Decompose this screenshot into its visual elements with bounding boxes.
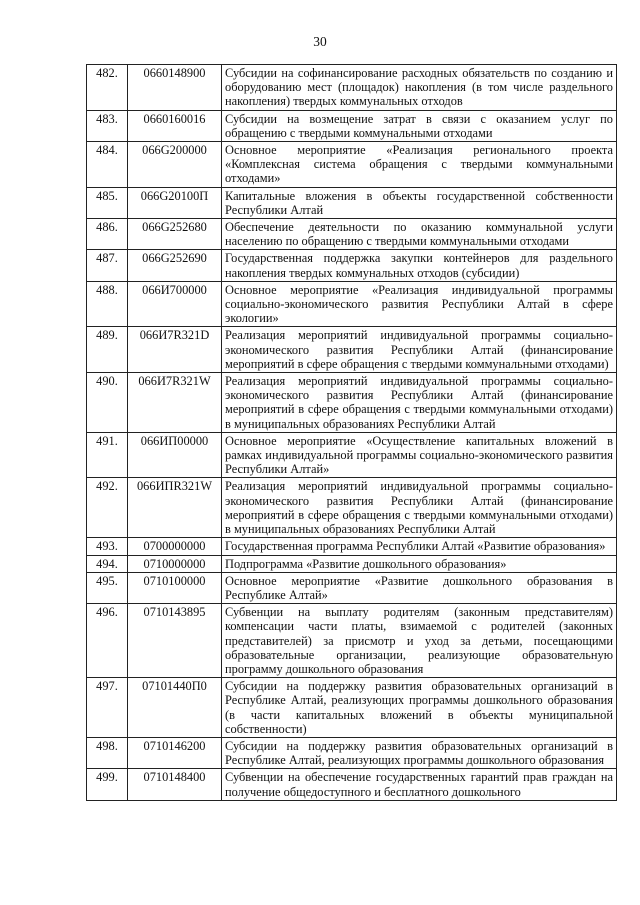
row-code: 0710148400	[128, 769, 222, 800]
table-row	[87, 281, 617, 327]
row-code: 0710143895	[128, 604, 222, 678]
table-row	[87, 250, 617, 281]
row-name: Субсидии на поддержку развития образовательных организаций в Республике Алтай, реализующих программы дошкольного образования	[222, 737, 617, 768]
row-code: 066И700000	[128, 281, 222, 327]
row-number: 484.	[87, 142, 128, 188]
row-number: 490.	[87, 373, 128, 433]
page-number: 30	[313, 34, 327, 49]
row-number: 488.	[87, 281, 128, 327]
row-number: 497.	[87, 678, 128, 738]
row-code: 066И7R321D	[128, 327, 222, 373]
table-row	[87, 187, 617, 218]
row-code: 0660148900	[128, 65, 222, 111]
row-number: 499.	[87, 769, 128, 800]
table-row	[87, 737, 617, 768]
row-code: 066G20100П	[128, 187, 222, 218]
table-row	[87, 538, 617, 555]
table-row	[87, 65, 617, 111]
row-name: Субвенции на обеспечение государственных гарантий прав граждан на получение общедоступного и бесплатного дошкольного	[222, 769, 617, 800]
row-number: 486.	[87, 219, 128, 250]
row-code: 0710146200	[128, 737, 222, 768]
classification-table	[86, 64, 617, 801]
table-row	[87, 478, 617, 538]
row-code: 0660160016	[128, 110, 222, 141]
row-code: 066G200000	[128, 142, 222, 188]
row-code: 0700000000	[128, 538, 222, 555]
row-name: Государственная поддержка закупки контейнеров для раздельного накопления твердых коммунальных отходов (субсидии)	[222, 250, 617, 281]
row-number: 494.	[87, 555, 128, 572]
row-number: 483.	[87, 110, 128, 141]
row-name: Субвенции на выплату родителям (законным представителям) компенсации части платы, взимаемой с родителей (законных представителей) за присмотр и уход за детьми, посещающими образовательные организации, реализующие образовательную программу дошкольного образования	[222, 604, 617, 678]
row-name: Основное мероприятие «Реализация индивидуальной программы социально-экономического развития Республики Алтай в сфере экологии»	[222, 281, 617, 327]
row-name: Основное мероприятие «Реализация регионального проекта «Комплексная система обращения с твердыми коммунальными отходами»	[222, 142, 617, 188]
row-code: 066G252680	[128, 219, 222, 250]
row-number: 495.	[87, 572, 128, 603]
row-name: Основное мероприятие «Развитие дошкольного образования в Республике Алтай»	[222, 572, 617, 603]
row-code: 066ИПR321W	[128, 478, 222, 538]
table-row	[87, 219, 617, 250]
row-name: Субсидии на поддержку развития образовательных организаций в Республике Алтай, реализующих программы дошкольного образования (в части капитальных вложений в объекты муниципальной собственности)	[222, 678, 617, 738]
table-row	[87, 373, 617, 433]
row-code: 0710100000	[128, 572, 222, 603]
row-name: Субсидии на софинансирование расходных обязательств по созданию и оборудованию мест (площадок) накопления (в том числе раздельного накопления) твердых коммунальных отходов	[222, 65, 617, 111]
row-number: 491.	[87, 432, 128, 478]
table-row	[87, 769, 617, 800]
row-name: Основное мероприятие «Осуществление капитальных вложений в рамках индивидуальной программы социально-экономического развития Республики Алтай»	[222, 432, 617, 478]
row-number: 482.	[87, 65, 128, 111]
table-row	[87, 604, 617, 678]
row-number: 493.	[87, 538, 128, 555]
table-row	[87, 142, 617, 188]
row-name: Капитальные вложения в объекты государственной собственности Республики Алтай	[222, 187, 617, 218]
table-row	[87, 432, 617, 478]
row-name: Обеспечение деятельности по оказанию коммунальной услуги населению по обращению с твердыми коммунальными отходами	[222, 219, 617, 250]
row-code: 066ИП00000	[128, 432, 222, 478]
row-name: Реализация мероприятий индивидуальной программы социально-экономического развития Республики Алтай (финансирование мероприятий в сфере обращения с твердыми коммунальными отходами)	[222, 327, 617, 373]
row-name: Государственная программа Республики Алтай «Развитие образования»	[222, 538, 617, 555]
row-name: Субсидии на возмещение затрат в связи с оказанием услуг по обращению с твердыми коммунальными отходами	[222, 110, 617, 141]
row-code: 066И7R321W	[128, 373, 222, 433]
row-number: 489.	[87, 327, 128, 373]
row-number: 492.	[87, 478, 128, 538]
row-name: Реализация мероприятий индивидуальной программы социально-экономического развития Республики Алтай (финансирование мероприятий в сфере обращения с твердыми коммунальными отходами) в муниципальных образованиях Республики Алтай	[222, 373, 617, 433]
table-row	[87, 572, 617, 603]
table-row	[87, 555, 617, 572]
table-body	[87, 65, 617, 801]
table-row	[87, 327, 617, 373]
row-number: 498.	[87, 737, 128, 768]
row-code: 066G252690	[128, 250, 222, 281]
row-code: 07101440П0	[128, 678, 222, 738]
table-row	[87, 110, 617, 141]
row-name: Подпрограмма «Развитие дошкольного образования»	[222, 555, 617, 572]
row-code: 0710000000	[128, 555, 222, 572]
row-number: 487.	[87, 250, 128, 281]
row-number: 485.	[87, 187, 128, 218]
row-name: Реализация мероприятий индивидуальной программы социально-экономического развития Республики Алтай (финансирование мероприятий в сфере обращения с твердыми коммунальными отходами) в муниципальных образованиях Республики Алтай	[222, 478, 617, 538]
row-number: 496.	[87, 604, 128, 678]
table-row	[87, 678, 617, 738]
